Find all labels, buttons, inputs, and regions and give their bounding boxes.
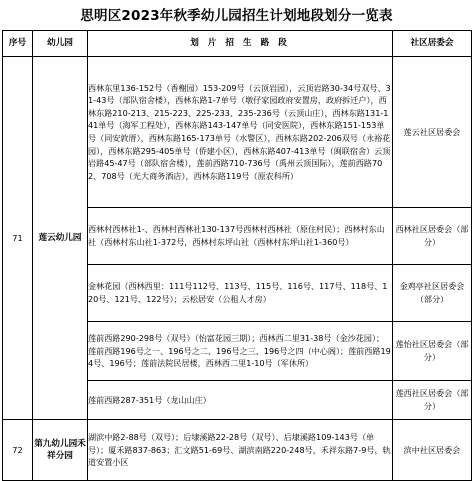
- header-school: 幼儿园: [33, 31, 88, 57]
- route-cell: 西林村西林社1-、西林村西林社130-137号西林村西林社（原住村民）；西林村东山社（西林村东山社1-372号，西林村东坪山社（西林村东坪山社1-360号）: [88, 208, 393, 265]
- route-cell: 莲前西路290-298号（双号）（怡富花园三期）；西林西二里31-38号（金沙花园）；莲前西路196号之一、196号之二、196号之三、196号之四（中心阁）；莲前西路194号、196号；莲前法院民居楼，西林西二里1-10号（军休所）: [88, 322, 393, 381]
- committee-cell: 滨中社区居委会: [393, 420, 472, 481]
- route-cell: 湖滨中路2-88号（双号）；后埭溪路22-28号（双号）、后埭溪路109-143号（单号）；厦禾路837-863；汇文路51-69号、湖滨南路220-248号，禾祥东路7-9号，轨道安置小区: [88, 420, 393, 481]
- committee-cell: 金鸡亭社区居委会（部分）: [393, 265, 472, 322]
- route-cell: 金林花园（西林西里：111号112号、113号、115号、116号、117号、118号、120号、121号、122号）；云松居安（公租人才房）: [88, 265, 393, 322]
- enrollment-zone-table: [2, 30, 472, 481]
- committee-cell: 莲怡社区居委会（部分）: [393, 322, 472, 381]
- header-committee: 社区居委会: [393, 31, 472, 57]
- header-route: 划 片 招 生 路 段: [88, 31, 393, 57]
- table-header-row: [3, 31, 472, 57]
- table-row: [3, 57, 472, 208]
- row-seq: 71: [3, 57, 33, 420]
- row-school: 莲云幼儿园: [33, 57, 88, 420]
- row-seq: 72: [3, 420, 33, 481]
- header-seq: 序号: [3, 31, 33, 57]
- committee-cell: 西林社区居委会（部分）: [393, 208, 472, 265]
- committee-cell: 莲西社区居委会（部分）: [393, 381, 472, 420]
- row-school: 第九幼儿园禾祥分园: [33, 420, 88, 481]
- table-row: [3, 420, 472, 481]
- route-cell: 西林东里136-152号（香榭园）153-209号（云顶岩园），云顶岩路30-34号双号、31-43号（部队宿舍楼），西林东路1-7单号（墩仔家园政府安置房，政府拆迁户），西林东路210-213、215-223、225-233、235-236号（云顶山庄），西林东路131-141单号（海军工程处），西林东路143-147单号（同安医院），西林东路151-153单号（同安敦厝），西林东路165-173单号（水警区），西林东路202-206双号（永裕花园），西林东路295-405单号（侨建小区），西林东路407-413单号（闽联宿舍）云顶岩路45-47号（部队宿舍楼），莲前西路710-736号（禹州云顶国际），莲前西路702、708号（光大商务酒店），西林东路119号（原农科所）: [88, 57, 393, 208]
- committee-cell: 莲云社区居委会: [393, 57, 472, 208]
- route-cell: 莲前西路287-351号（龙山山庄）: [88, 381, 393, 420]
- page-title: 思明区2023年秋季幼儿园招生计划地段划分一览表: [80, 8, 393, 24]
